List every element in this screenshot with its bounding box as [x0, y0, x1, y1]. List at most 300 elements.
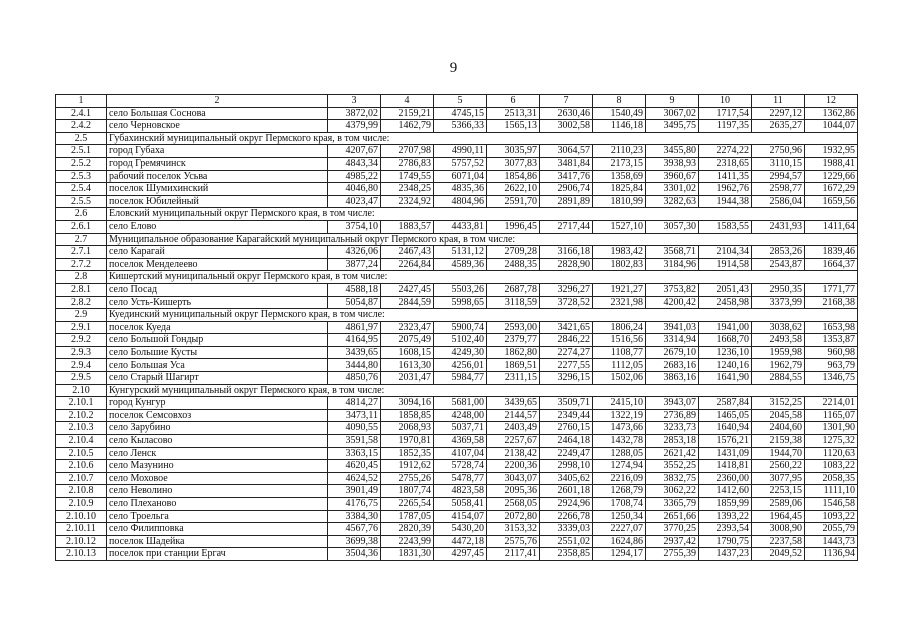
value-cell: 2844,59	[381, 296, 434, 309]
value-cell: 2323,47	[381, 321, 434, 334]
value-cell: 3064,57	[540, 145, 593, 158]
settlement-name: поселок Шадейка	[107, 535, 328, 548]
value-cell: 3094,16	[381, 397, 434, 410]
value-cell: 3118,59	[487, 296, 540, 309]
value-cell: 2937,42	[646, 535, 699, 548]
table-row	[56, 372, 858, 385]
value-cell: 2075,49	[381, 334, 434, 347]
value-cell: 3495,75	[646, 120, 699, 133]
page-number: 9	[449, 60, 458, 76]
value-cell: 3552,25	[646, 460, 699, 473]
value-cell: 2458,98	[699, 296, 752, 309]
value-cell: 4107,04	[434, 447, 487, 460]
value-cell: 1229,66	[805, 170, 858, 183]
column-number: 12	[805, 95, 858, 108]
table-row	[56, 359, 858, 372]
value-cell: 4433,81	[434, 220, 487, 233]
value-cell: 2253,15	[752, 485, 805, 498]
row-number: 2.10.13	[56, 548, 107, 561]
value-cell: 2110,23	[593, 145, 646, 158]
value-cell: 1862,80	[487, 346, 540, 359]
row-number: 2.5.1	[56, 145, 107, 158]
value-cell: 3481,84	[540, 157, 593, 170]
value-cell: 3421,65	[540, 321, 593, 334]
value-cell: 3439,65	[487, 397, 540, 410]
value-cell: 2257,67	[487, 435, 540, 448]
section-row	[56, 271, 858, 284]
value-cell: 1653,98	[805, 321, 858, 334]
value-cell: 5900,74	[434, 321, 487, 334]
settlement-name: поселок Менделеево	[107, 258, 328, 271]
column-number: 2	[107, 95, 328, 108]
value-cell: 2651,66	[646, 510, 699, 523]
value-cell: 2635,27	[752, 120, 805, 133]
value-cell: 1825,84	[593, 183, 646, 196]
value-cell: 1810,99	[593, 195, 646, 208]
value-cell: 1353,87	[805, 334, 858, 347]
value-cell: 3699,38	[328, 535, 381, 548]
settlement-name: село Усть-Кишерть	[107, 296, 328, 309]
value-cell: 1624,86	[593, 535, 646, 548]
value-cell: 1540,49	[593, 107, 646, 120]
value-cell: 5131,12	[434, 246, 487, 259]
settlement-name: село Большие Кусты	[107, 346, 328, 359]
value-cell: 3938,93	[646, 157, 699, 170]
row-number: 2.9.1	[56, 321, 107, 334]
value-cell: 2031,47	[381, 372, 434, 385]
value-cell: 5054,87	[328, 296, 381, 309]
value-cell: 2072,80	[487, 510, 540, 523]
value-cell: 1672,29	[805, 183, 858, 196]
row-number: 2.9.5	[56, 372, 107, 385]
value-cell: 960,98	[805, 346, 858, 359]
value-cell: 2601,18	[540, 485, 593, 498]
value-cell: 1641,90	[699, 372, 752, 385]
value-cell: 2589,06	[752, 498, 805, 511]
value-cell: 3728,52	[540, 296, 593, 309]
value-cell: 4154,07	[434, 510, 487, 523]
value-cell: 1527,10	[593, 220, 646, 233]
value-cell: 1914,58	[699, 258, 752, 271]
value-cell: 1983,42	[593, 246, 646, 259]
table-row	[56, 510, 858, 523]
value-cell: 4814,27	[328, 397, 381, 410]
value-cell: 2049,52	[752, 548, 805, 561]
row-number: 2.10.6	[56, 460, 107, 473]
value-cell: 4256,01	[434, 359, 487, 372]
value-cell: 4823,58	[434, 485, 487, 498]
value-cell: 5430,20	[434, 523, 487, 536]
value-cell: 1858,85	[381, 409, 434, 422]
value-cell: 2683,16	[646, 359, 699, 372]
table-row	[56, 346, 858, 359]
row-number: 2.10.3	[56, 422, 107, 435]
value-cell: 2755,26	[381, 472, 434, 485]
value-cell: 1708,74	[593, 498, 646, 511]
value-cell: 2760,15	[540, 422, 593, 435]
value-cell: 3152,25	[752, 397, 805, 410]
value-cell: 5757,52	[434, 157, 487, 170]
value-cell: 1717,54	[699, 107, 752, 120]
value-cell: 1839,46	[805, 246, 858, 259]
settlement-name: село Большая Соснова	[107, 107, 328, 120]
value-cell: 1787,05	[381, 510, 434, 523]
settlement-name: село Плеханово	[107, 498, 328, 511]
table-row	[56, 485, 858, 498]
row-number: 2.10.7	[56, 472, 107, 485]
value-cell: 1240,16	[699, 359, 752, 372]
value-cell: 3038,62	[752, 321, 805, 334]
value-cell: 5102,40	[434, 334, 487, 347]
section-row	[56, 309, 858, 322]
value-cell: 4843,34	[328, 157, 381, 170]
settlement-name: село Ленск	[107, 447, 328, 460]
column-number: 1	[56, 95, 107, 108]
value-cell: 3077,83	[487, 157, 540, 170]
value-cell: 3296,15	[540, 372, 593, 385]
value-cell: 2591,70	[487, 195, 540, 208]
value-cell: 2249,47	[540, 447, 593, 460]
value-cell: 4248,00	[434, 409, 487, 422]
value-cell: 2464,18	[540, 435, 593, 448]
value-cell: 2277,55	[540, 359, 593, 372]
section-title: Губахинский муниципальный округ Пермского края, в том числе:	[107, 132, 858, 145]
value-cell: 1411,64	[805, 220, 858, 233]
value-cell: 2168,38	[805, 296, 858, 309]
value-cell: 3062,22	[646, 485, 699, 498]
row-number: 2.6	[56, 208, 107, 221]
table-row	[56, 523, 858, 536]
value-cell: 5681,00	[434, 397, 487, 410]
column-number: 9	[646, 95, 699, 108]
row-number: 2.4.2	[56, 120, 107, 133]
value-cell: 1576,21	[699, 435, 752, 448]
value-cell: 1431,09	[699, 447, 752, 460]
value-cell: 5366,33	[434, 120, 487, 133]
value-cell: 1411,35	[699, 170, 752, 183]
value-cell: 3067,02	[646, 107, 699, 120]
value-cell: 1608,15	[381, 346, 434, 359]
value-cell: 1268,79	[593, 485, 646, 498]
value-cell: 5984,77	[434, 372, 487, 385]
row-number: 2.9.2	[56, 334, 107, 347]
value-cell: 4472,18	[434, 535, 487, 548]
value-cell: 2266,78	[540, 510, 593, 523]
settlement-name: село Большой Гондыр	[107, 334, 328, 347]
value-cell: 3901,49	[328, 485, 381, 498]
value-cell: 3439,65	[328, 346, 381, 359]
value-cell: 2311,15	[487, 372, 540, 385]
row-number: 2.10.9	[56, 498, 107, 511]
row-number: 2.7.1	[56, 246, 107, 259]
value-cell: 2736,89	[646, 409, 699, 422]
value-cell: 2404,60	[752, 422, 805, 435]
value-cell: 3184,96	[646, 258, 699, 271]
column-number-row	[56, 95, 858, 108]
settlement-name: поселок при станции Ергач	[107, 548, 328, 561]
table-row	[56, 145, 858, 158]
value-cell: 2214,01	[805, 397, 858, 410]
value-cell: 1941,00	[699, 321, 752, 334]
column-number: 8	[593, 95, 646, 108]
section-title: Кунгурский муниципальный округ Пермского края, в том числе:	[107, 384, 858, 397]
value-cell: 1959,98	[752, 346, 805, 359]
value-cell: 1111,10	[805, 485, 858, 498]
value-cell: 2630,46	[540, 107, 593, 120]
settlement-name: село Моховое	[107, 472, 328, 485]
value-cell: 4326,06	[328, 246, 381, 259]
value-cell: 5728,74	[434, 460, 487, 473]
value-cell: 3282,63	[646, 195, 699, 208]
value-cell: 4023,47	[328, 195, 381, 208]
value-cell: 2994,57	[752, 170, 805, 183]
settlement-name: поселок Юбилейный	[107, 195, 328, 208]
value-cell: 2144,57	[487, 409, 540, 422]
value-cell: 1112,05	[593, 359, 646, 372]
value-cell: 3296,27	[540, 283, 593, 296]
value-cell: 4589,36	[434, 258, 487, 271]
table-row	[56, 283, 858, 296]
value-cell: 2709,28	[487, 246, 540, 259]
value-cell: 3473,11	[328, 409, 381, 422]
value-cell: 1473,66	[593, 422, 646, 435]
settlement-name: поселок Куеда	[107, 321, 328, 334]
value-cell: 2593,00	[487, 321, 540, 334]
value-cell: 2297,12	[752, 107, 805, 120]
settlement-name: поселок Семсовхоз	[107, 409, 328, 422]
section-row	[56, 132, 858, 145]
value-cell: 2575,76	[487, 535, 540, 548]
value-cell: 2138,42	[487, 447, 540, 460]
settlement-name: село Старый Шагирт	[107, 372, 328, 385]
column-number: 11	[752, 95, 805, 108]
value-cell: 1944,70	[752, 447, 805, 460]
section-row	[56, 208, 858, 221]
value-cell: 1146,18	[593, 120, 646, 133]
value-cell: 2621,42	[646, 447, 699, 460]
value-cell: 2058,35	[805, 472, 858, 485]
value-cell: 4164,95	[328, 334, 381, 347]
value-cell: 2853,26	[752, 246, 805, 259]
value-cell: 4369,58	[434, 435, 487, 448]
value-cell: 2431,93	[752, 220, 805, 233]
value-cell: 1613,30	[381, 359, 434, 372]
row-number: 2.10.4	[56, 435, 107, 448]
value-cell: 3043,07	[487, 472, 540, 485]
value-cell: 1322,19	[593, 409, 646, 422]
value-cell: 2264,84	[381, 258, 434, 271]
value-cell: 1802,83	[593, 258, 646, 271]
value-cell: 3568,71	[646, 246, 699, 259]
value-cell: 2687,78	[487, 283, 540, 296]
row-number: 2.10.12	[56, 535, 107, 548]
value-cell: 2891,89	[540, 195, 593, 208]
value-cell: 4861,97	[328, 321, 381, 334]
value-cell: 1996,45	[487, 220, 540, 233]
value-cell: 3754,10	[328, 220, 381, 233]
value-cell: 1044,07	[805, 120, 858, 133]
value-cell: 2393,54	[699, 523, 752, 536]
table-row	[56, 246, 858, 259]
value-cell: 2117,41	[487, 548, 540, 561]
value-cell: 2379,77	[487, 334, 540, 347]
table-row	[56, 321, 858, 334]
value-cell: 1883,57	[381, 220, 434, 233]
value-cell: 1432,78	[593, 435, 646, 448]
table-row	[56, 422, 858, 435]
value-cell: 2884,55	[752, 372, 805, 385]
value-cell: 1806,24	[593, 321, 646, 334]
value-cell: 1659,56	[805, 195, 858, 208]
value-cell: 4046,80	[328, 183, 381, 196]
value-cell: 1274,94	[593, 460, 646, 473]
value-cell: 3384,30	[328, 510, 381, 523]
settlement-name: поселок Шумихинский	[107, 183, 328, 196]
settlement-name: село Карагай	[107, 246, 328, 259]
table-body	[56, 95, 858, 561]
settlement-name: село Черновское	[107, 120, 328, 133]
value-cell: 2598,77	[752, 183, 805, 196]
value-cell: 3943,07	[646, 397, 699, 410]
value-cell: 1749,55	[381, 170, 434, 183]
row-number: 2.10.5	[56, 447, 107, 460]
value-cell: 1250,34	[593, 510, 646, 523]
value-cell: 3363,15	[328, 447, 381, 460]
value-cell: 1565,13	[487, 120, 540, 133]
value-cell: 1236,10	[699, 346, 752, 359]
value-cell: 2998,10	[540, 460, 593, 473]
table-row	[56, 548, 858, 561]
value-cell: 1346,75	[805, 372, 858, 385]
settlement-name: город Кунгур	[107, 397, 328, 410]
value-cell: 5998,65	[434, 296, 487, 309]
value-cell: 3077,95	[752, 472, 805, 485]
section-row	[56, 384, 858, 397]
value-cell: 3301,02	[646, 183, 699, 196]
value-cell: 1962,79	[752, 359, 805, 372]
value-cell: 1437,23	[699, 548, 752, 561]
value-cell: 1664,37	[805, 258, 858, 271]
section-title: Куединский муниципальный округ Пермского края, в том числе:	[107, 309, 858, 322]
row-number: 2.10.8	[56, 485, 107, 498]
table-row	[56, 460, 858, 473]
value-cell: 4620,45	[328, 460, 381, 473]
value-cell: 1502,06	[593, 372, 646, 385]
value-cell: 2568,05	[487, 498, 540, 511]
section-title: Еловский муниципальный округ Пермского края, в том числе:	[107, 208, 858, 221]
row-number: 2.5.2	[56, 157, 107, 170]
value-cell: 1869,51	[487, 359, 540, 372]
value-cell: 2717,44	[540, 220, 593, 233]
row-number: 2.10.10	[56, 510, 107, 523]
table-row	[56, 472, 858, 485]
value-cell: 4588,18	[328, 283, 381, 296]
table-row	[56, 397, 858, 410]
value-cell: 3314,94	[646, 334, 699, 347]
row-number: 2.5.5	[56, 195, 107, 208]
row-number: 2.5.4	[56, 183, 107, 196]
value-cell: 2403,49	[487, 422, 540, 435]
value-cell: 2055,79	[805, 523, 858, 536]
value-cell: 2274,27	[540, 346, 593, 359]
value-cell: 4835,36	[434, 183, 487, 196]
value-cell: 4200,42	[646, 296, 699, 309]
settlement-name: рабочий поселок Усьва	[107, 170, 328, 183]
value-cell: 3941,03	[646, 321, 699, 334]
value-cell: 1962,76	[699, 183, 752, 196]
value-cell: 2216,09	[593, 472, 646, 485]
value-cell: 1831,30	[381, 548, 434, 561]
value-cell: 4624,52	[328, 472, 381, 485]
value-cell: 2786,83	[381, 157, 434, 170]
value-cell: 963,79	[805, 359, 858, 372]
value-cell: 2906,74	[540, 183, 593, 196]
value-cell: 2755,39	[646, 548, 699, 561]
value-cell: 5037,71	[434, 422, 487, 435]
value-cell: 1443,73	[805, 535, 858, 548]
value-cell: 4176,75	[328, 498, 381, 511]
row-number: 2.7	[56, 233, 107, 246]
value-cell: 3365,79	[646, 498, 699, 511]
row-number: 2.9	[56, 309, 107, 322]
row-number: 2.9.3	[56, 346, 107, 359]
value-cell: 3753,82	[646, 283, 699, 296]
settlement-name: село Филипповка	[107, 523, 328, 536]
value-cell: 1294,17	[593, 548, 646, 561]
value-cell: 2513,31	[487, 107, 540, 120]
settlement-name: город Губаха	[107, 145, 328, 158]
value-cell: 2707,98	[381, 145, 434, 158]
value-cell: 2820,39	[381, 523, 434, 536]
value-cell: 4207,67	[328, 145, 381, 158]
value-cell: 2488,35	[487, 258, 540, 271]
value-cell: 2551,02	[540, 535, 593, 548]
table-row	[56, 183, 858, 196]
column-number: 7	[540, 95, 593, 108]
value-cell: 6071,04	[434, 170, 487, 183]
value-cell: 2045,58	[752, 409, 805, 422]
value-cell: 2750,96	[752, 145, 805, 158]
table-row	[56, 334, 858, 347]
value-cell: 3110,15	[752, 157, 805, 170]
column-number: 4	[381, 95, 434, 108]
value-cell: 1288,05	[593, 447, 646, 460]
value-cell: 4567,76	[328, 523, 381, 536]
settlement-name: село Мазунино	[107, 460, 328, 473]
value-cell: 1462,79	[381, 120, 434, 133]
value-cell: 3233,73	[646, 422, 699, 435]
value-cell: 2274,22	[699, 145, 752, 158]
column-number: 3	[328, 95, 381, 108]
value-cell: 1516,56	[593, 334, 646, 347]
section-title: Кишертский муниципальный округ Пермского края, в том числе:	[107, 271, 858, 284]
value-cell: 1165,07	[805, 409, 858, 422]
value-cell: 3770,25	[646, 523, 699, 536]
value-cell: 3057,30	[646, 220, 699, 233]
value-cell: 1912,62	[381, 460, 434, 473]
settlement-name: село Кыласово	[107, 435, 328, 448]
value-cell: 3373,99	[752, 296, 805, 309]
settlement-name: село Елово	[107, 220, 328, 233]
value-cell: 1944,38	[699, 195, 752, 208]
value-cell: 5058,41	[434, 498, 487, 511]
table-row	[56, 170, 858, 183]
table-row	[56, 120, 858, 133]
value-cell: 3339,03	[540, 523, 593, 536]
row-number: 2.8.2	[56, 296, 107, 309]
value-cell: 1418,81	[699, 460, 752, 473]
value-cell: 2587,84	[699, 397, 752, 410]
